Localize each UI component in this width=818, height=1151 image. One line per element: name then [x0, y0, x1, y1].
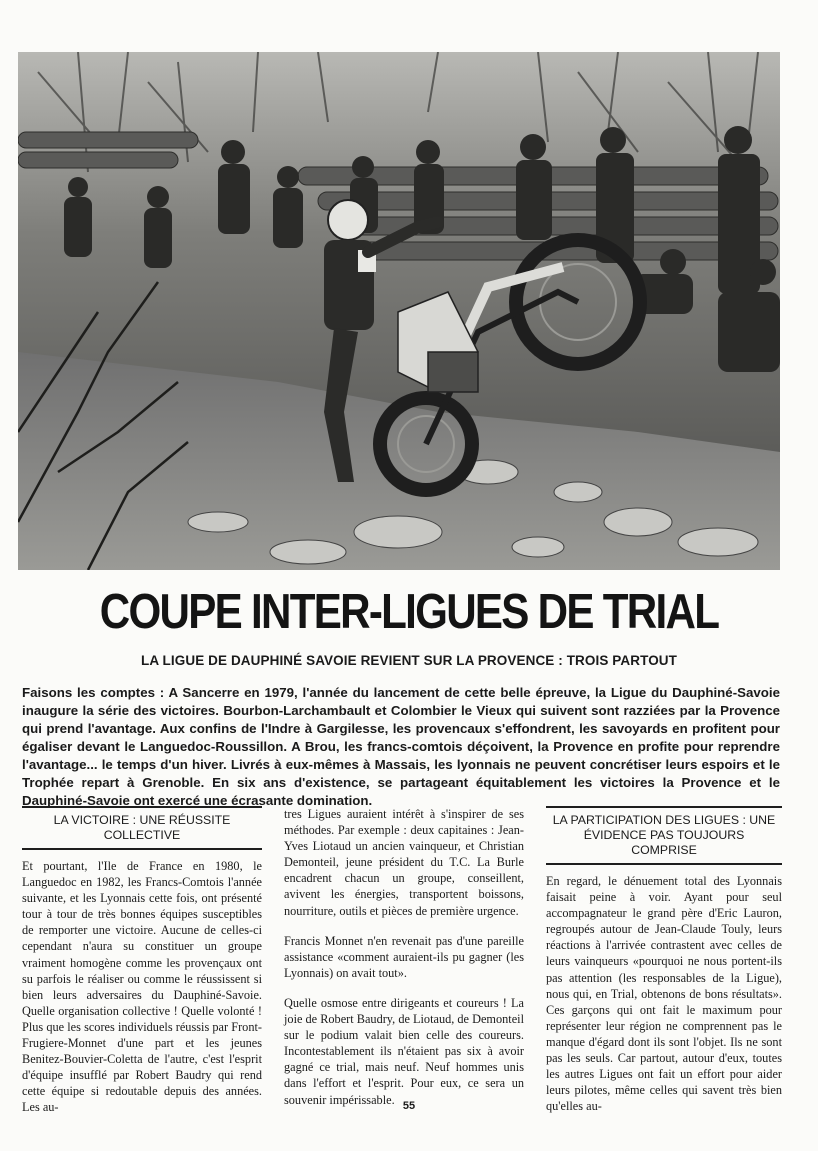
- page-number: 55: [402, 1100, 416, 1112]
- trial-photo-illustration: [18, 52, 780, 570]
- article-lead: Faisons les comptes : A Sancerre en 1979, l'année du lancement de cette belle épreuve, la Ligue du Dauphiné-Savoie inaugure la série des victoires. Bourbon-Larchambault et Colombier le Vieux qui suivent sont razziées par la Provence qui prend l'avantage. Aux confins de l'Indre à Gargilesse, les provencaux s'effondrent, les savoyards en profitent pour égaliser devant le Languedoc-Roussillon. A Brou, les francs-comtois déçoivent, la Provence en profite pour reprendre l'avantage... le temps d'un hiver. Livrés à eux-mêmes à Massais, les lyonnais ne peuvent concrétiser leurs espoirs et le Trophée repart à Grenoble. En six ans d'existence, se partageant équitablement les victoires la Provence et le Dauphiné-Savoie ont exercé une écrasante domination.: [22, 685, 780, 808]
- paragraph: Quelle osmose entre dirigeants et coureurs ! La joie de Robert Baudry, de Liotaud, de Demonteil sur le podium valait bien celle des coureurs. Incontestablement ils n'étaient pas six à avoir gagné ce trial, mais neuf. Neuf hommes unis dans l'effort et l'esprit. Pour eux, ce sera un souvenir impérissable.: [284, 995, 524, 1107]
- column-3: [546, 806, 782, 1128]
- section-heading-participation: LA PARTICIPATION DES LIGUES : UNE ÉVIDENCE PAS TOUJOURS COMPRISE: [546, 806, 782, 865]
- article-headline: COUPE INTER-LIGUES DE TRIAL: [99, 585, 719, 639]
- cover-photo: [18, 52, 780, 570]
- paragraph: tres Ligues auraient intérêt à s'inspirer de ses méthodes. Par exemple : deux capitaines : Jean-Yves Liotaud un ancien vainqueur, et Christian Demonteil, jeune président du T.C. La Burle encadrent chacun un groupe, conseillent, avivent les énergies, transportent boissons, nourriture, outils et pièces de première urgence.: [284, 807, 524, 918]
- article-subtitle: LA LIGUE DE DAUPHINÉ SAVOIE REVIENT SUR LA PROVENCE : TROIS PARTOUT: [141, 653, 677, 668]
- paragraph: Francis Monnet n'en revenait pas d'une pareille assistance «comment auraient-ils pu gagner (les Lyonnais) on avait tout».: [284, 933, 524, 980]
- paragraph: Et pourtant, l'Ile de France en 1980, le Languedoc en 1982, les Francs-Comtois l'année suivante, et les Lyonnais cette fois, ont présenté tour à tour de très bonnes équipes susceptibles de remporter une victoire. Aucune de celles-ci cependant n'aura su constituer un groupe vraiment homogène comme les provençaux ont su parfois le réaliser ou comme le réussissent si bien leurs adversaires du Dauphiné-Savoie. Quelle organisation collective ! Quelle volonté ! Plus que les scores individuels réussis par Front-Frugiere-Monnet d'une part et les jeunes Benitez-Bouvier-Coletta de l'autre, c'est l'esprit d'équipe insufflé par Robert Baudry qui rend cette équipe si redoutable depuis des années. Les au-: [22, 859, 262, 1115]
- section-heading-victoire: LA VICTOIRE : UNE RÉUSSITE COLLECTIVE: [22, 806, 262, 850]
- paragraph: En regard, le dénuement total des Lyonnais faisait peine à voir. Ayant pour seul accompagnateur le grand père d'Eric Lauron, regroupés autour de Jean-Claude Touly, leurs réactions à l'arrivée contrastent avec celles de leurs vainqueurs «pourquoi ne nous portent-ils pas attention (les responsables de la Ligue), nous qui, en Trial, obtenons de bons résultats». Ces garçons qui ont fait le maximum pour représenter leur région ne comprennent pas le manque d'égard dont ils sont l'objet. Ils ne sont pas les seuls. Car partout, autour d'eux, toutes les autres Ligues ont fait un effort pour aider leurs pilotes, même celles qui savent très bien qu'elles au-: [546, 874, 782, 1114]
- column-2: [284, 806, 524, 1122]
- column-1: [22, 806, 262, 1130]
